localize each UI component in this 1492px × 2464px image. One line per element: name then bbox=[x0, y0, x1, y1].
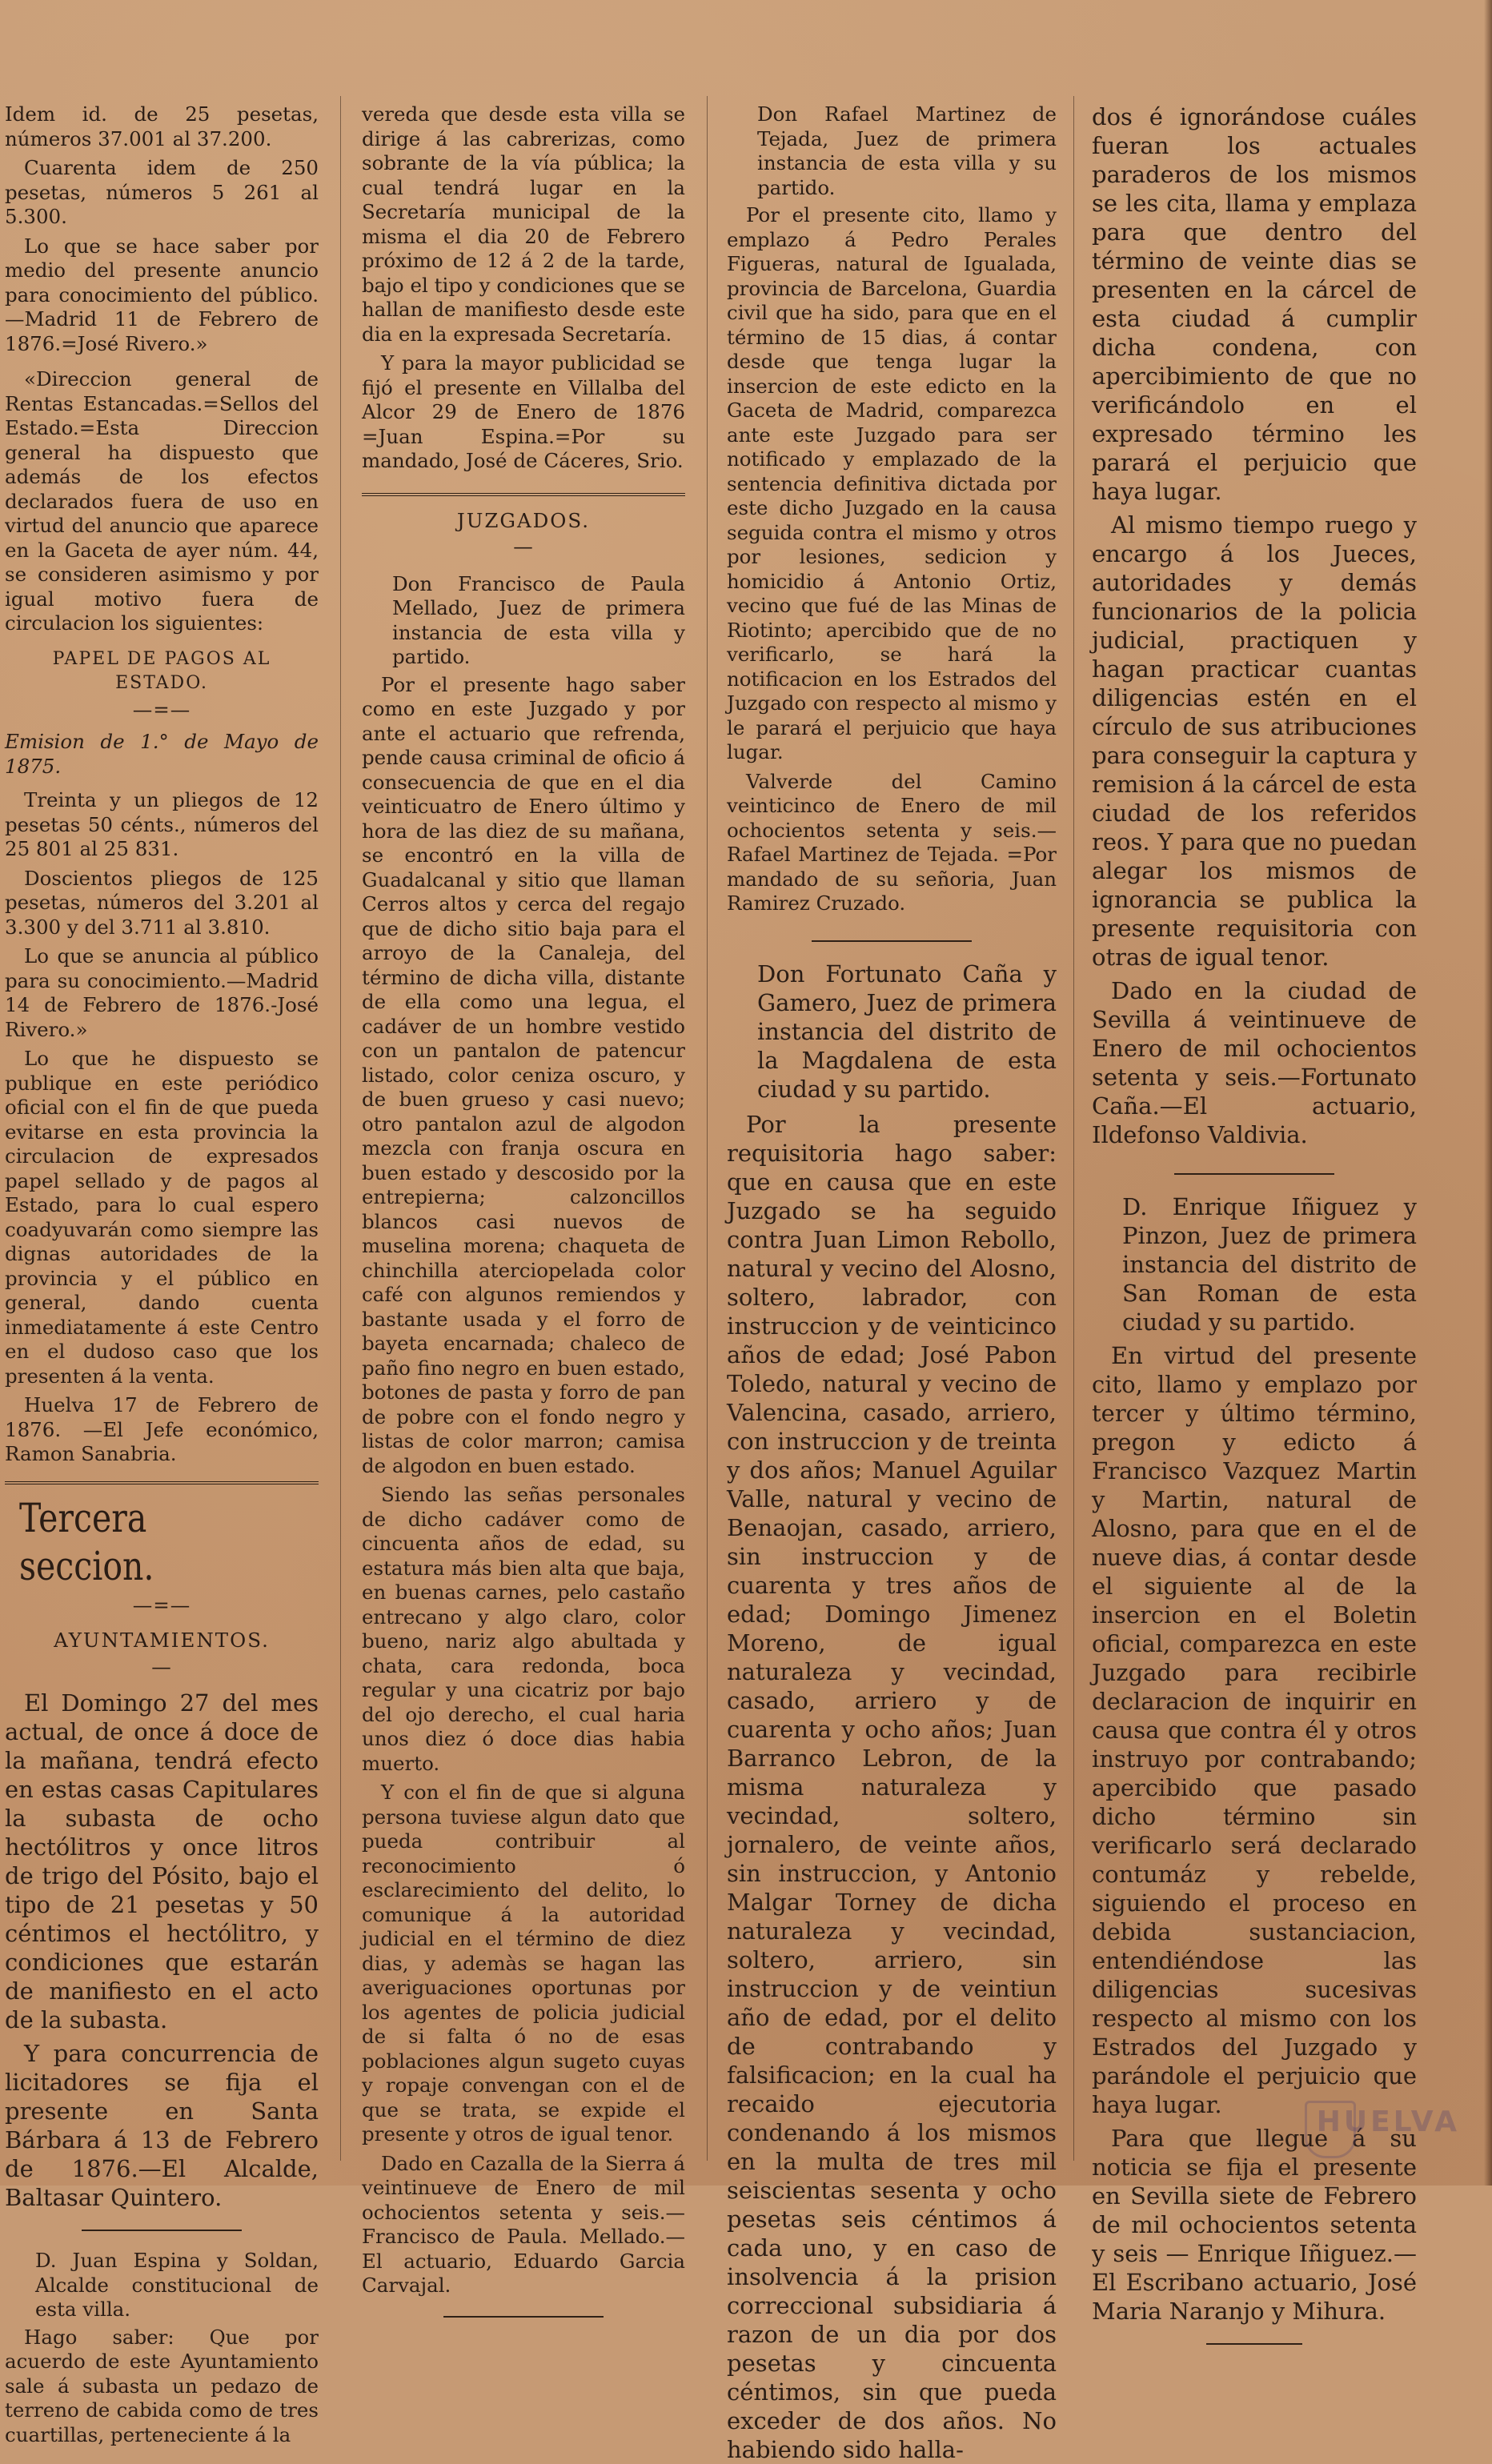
paragraph: Lo que he dispuesto se publique en este periódico oficial con el fin de que pueda evitarse en esta provincia la circulacion de expresados papel sellado y de pagos al Estado, para lo cual espero coadyuvarán como siempre las dignas autoridades de la provincia y el público en general, dando cuenta inmediatamente á este Centro en el dudoso caso que los presenten á la venta. bbox=[5, 1047, 319, 1388]
paragraph: Treinta y un pliegos de 12 pesetas 50 cénts., números del 25 801 al 25 831. bbox=[5, 788, 319, 860]
paragraph: Idem id. de 25 pesetas, números 37.001 al 37.200. bbox=[5, 102, 319, 150]
paragraph: «Direccion general de Rentas Estancadas.=Sellos del Estado.=Esta Direccion general ha dispuesto que además de los efectos declarados fuera de uso en virtud del anuncio que aparece en la Gaceta de ayer núm. 44, se consideren asimismo y por igual motivo fuera de circulacion los siguientes: bbox=[5, 367, 319, 635]
paragraph: Por la presente requisitoria hago saber: que en causa que en este Juzgado se ha seguido contra Juan Limon Rebollo, natural y vecino del Alosno, soltero, labrador, con instruccion y de veinticinco años de edad; José Pabon Toledo, natural y vecino de Valencina, casado, arriero, con instruccion y de treinta y dos años; Manuel Aguilar Valle, natural y vecino de Benaojan, casado, arriero, sin instruccion y de cuarenta y tres años de edad; Domingo Jimenez Moreno, de igual naturaleza y vecindad, casado, arriero y de cuarenta y ocho años; Juan Barranco Lebron, de la misma naturaleza y vecindad, soltero, jornalero, de veinte años, sin instruccion, y Antonio Malgar Torney de dicha naturaleza y vecindad, soltero, arriero, sin instruccion y de veintiun año de edad, por el delito de contrabando y falsificacion; en la cual ha recaido ejecutoria condenando á los mismos en la multa de tres mil seiscientas sesenta y ocho pesetas seis céntimos á cada uno, y en caso de insolvencia á la prision correccional subsidiaria á razon de un dia por dos pesetas y cincuenta céntimos, sin que pueda exceder de dos años. No habiendo sido halla- bbox=[727, 1110, 1057, 2463]
notice-heading: Don Rafael Martinez de Tejada, Juez de primera instancia de esta villa y su partido. bbox=[757, 102, 1057, 199]
section-heading-papel: PAPEL DE PAGOS AL ESTADO. bbox=[52, 648, 271, 693]
section-title-tercera: Tercera seccion. bbox=[19, 1494, 154, 1589]
paragraph: Por el presente cito, llamo y emplazo á Pedro Perales Figueras, natural de Igualada, provincia de Barcelona, Guardia civil que ha sido, para que en el término de 15 dias, á contar desde que tenga lugar la insercion de este edicto en la Gaceta de Madrid, comparezca ante este Juzgado para ser notificado y emplazado de la sentencia definitiva dictada por este dicho Juzgado en la causa seguida contra el mismo y otros por lesiones, sedicion y homicidio á Antonio Ortiz, vecino que fué de las Minas de Riotinto; apercibido que de no verificarlo, se hará la notificacion en los Estrados del Juzgado con respecto al mismo y le parará el perjuicio que haya lugar. bbox=[727, 203, 1057, 763]
paragraph: Hago saber: Que por acuerdo de este Ayuntamiento sale á subasta un pedazo de terreno de cabida como de tres cuartillas, perteneciente á la bbox=[5, 2325, 319, 2446]
column-divider bbox=[707, 96, 708, 2161]
paragraph: vereda que desde esta villa se dirige á las cabrerizas, como sobrante de la vía pública; la cual tendrá lugar en la Secretaría municipal de la misma el dia 20 de Febrero próximo de 12 á 2 de la tarde, bajo el tipo y condiciones que se hallan de manifiesto desde este dia en la expresada Secretaría. bbox=[362, 102, 685, 346]
page-edge-shadow bbox=[1484, 0, 1492, 2186]
section-heading-ayuntamientos: AYUNTAMIENTOS. bbox=[54, 1629, 270, 1652]
paragraph: Por el presente hago saber como en este Juzgado y por ante el actuario que refrenda, pende causa criminal de oficio á consecuencia de que en el dia veinticuatro de Enero último y hora de las diez de su mañana, se encontró en la villa de Guadalcanal y sitio que llaman Cerros altos y cerca del regajo que de dicho sitio baja para el arroyo de la Canaleja, del término de dicha villa, distante de ella como una legua, el cadáver de un hombre vestido con un pantalon de patencur listado, color ceniza oscuro, y de buen grueso y casi nuevo; otro pantalon azul de algodon mezcla con franja oscura en buen estado y descosido por la entrepierna; calzoncillos blancos casi nuevos de muselina morena; chaqueta de chinchilla aterciopelada color café con algunos remiendos y bastante usada y el forro de bayeta encarnada; chaleco de paño fino negro en buen estado, botones de pasta y forro de pan de pobre con el fondo negro y listas de color marron; camisa de algodon en buen estado. bbox=[362, 672, 685, 1477]
section-heading-juzgados: JUZGADOS. bbox=[456, 508, 591, 532]
column-2 bbox=[362, 102, 685, 2297]
section-rule bbox=[5, 1481, 319, 1484]
emision-line: Emision de 1.° de Mayo de 1875. bbox=[5, 730, 319, 778]
archive-stamp: HUELVA bbox=[1316, 2105, 1460, 2138]
paragraph: Lo que se anuncia al público para su conocimiento.—Madrid 14 de Febrero de 1876.-José Rivero.» bbox=[5, 944, 319, 1041]
signature: Para que llegue á su noticia se fija el presente en Sevilla siete de Febrero de mil ochocientos setenta y seis — Enrique Iñiguez.—El Escribano actuario, José Maria Naranjo y Mihura. bbox=[1092, 2125, 1417, 2325]
paragraph: Siendo las señas personales de dicho cadáver como de cincuenta años de edad, su estatura más bien alta que baja, en buenas carnes, pelo castaño entrecano y algo claro, color bueno, nariz algo abultada y chata, cara redonda, boca regular y una cicatriz por bajo del ojo derecho, el cual haria unos diez ó doce dias habia muerto. bbox=[362, 1483, 685, 1775]
signature: Huelva 17 de Febrero de 1876. —El Jefe económico, Ramon Sanabria. bbox=[5, 1393, 319, 1465]
paragraph: En virtud del presente cito, llamo y emplazo por tercer y último término, pregon y edicto á Francisco Vazquez Martin y Martin, natural de Alosno, para que en el de nueve dias, á contar desde el siguiente al de la insercion en el Boletin oficial, comparezca en este Juzgado para recibirle declaracion de inquirir en causa que contra él y otros instruyo por contrabando; apercibido que pasado dicho término sin verificarlo será declarado contumáz y rebelde, siguiendo el proceso en debida sustanciacion, entendiéndose las diligencias sucesivas respecto al mismo con los Estrados del Juzgado y parándole el perjuicio que haya lugar. bbox=[1092, 1342, 1417, 2118]
short-rule bbox=[812, 940, 972, 942]
paragraph: El Domingo 27 del mes actual, de once á doce de la mañana, tendrá efecto en estas casas Capitulares la subasta de ocho hectólitros y once litros de trigo del Pósito, bajo el tipo de 21 pesetas y 50 céntimos el hectólitro, y condiciones que estarán de manifiesto en el acto de la subasta. bbox=[5, 1689, 319, 2033]
paragraph: Y para la mayor publicidad se fijó el presente en Villalba del Alcor 29 de Enero de 1876 =Juan Espina.=Por su mandado, José de Cáceres, Srio. bbox=[362, 351, 685, 472]
signature: Dado en Cazalla de la Sierra á veintinueve de Enero de mil ochocientos setenta y seis.—Francisco de Paula. Mellado.—El actuario, Eduardo Garcia Carvajal. bbox=[362, 2151, 685, 2297]
paragraph: Doscientos pliegos de 125 pesetas, números del 3.201 al 3.300 y del 3.711 al 3.810. bbox=[5, 866, 319, 939]
separator: —=— bbox=[132, 697, 191, 721]
separator: —=— bbox=[132, 1593, 191, 1617]
notice-heading: Don Fortunato Caña y Gamero, Juez de primera instancia del distrito de la Magdalena de esta ciudad y su partido. bbox=[757, 960, 1057, 1103]
notice-heading: Don Francisco de Paula Mellado, Juez de primera instancia de esta villa y partido. bbox=[392, 571, 685, 668]
short-rule bbox=[82, 2230, 242, 2231]
paragraph: dos é ignorándose cuáles fueran los actuales paraderos de los mismos se les cita, llama y emplaza para que dentro del término de veinte dias se presenten en la cárcel de esta ciudad á cumplir dicha condena, con apercibimiento de que no verificándolo en el expresado término les parará el perjuicio que haya lugar. bbox=[1092, 103, 1417, 505]
notice-heading: D. Juan Espina y Soldan, Alcalde constitucional de esta villa. bbox=[35, 2249, 319, 2321]
separator: — bbox=[513, 535, 534, 558]
paragraph: Al mismo tiempo ruego y encargo á los Jueces, autoridades y demás funcionarios de la policia judicial, practiquen y hagan practicar cuantas diligencias estén en el círculo de sus atribuciones para conseguir la captura y remision á la cárcel de esta ciudad de los referidos reos. Y para que no puedan alegar los mismos de ignorancia se publica la presente requisitoria con otras de igual tenor. bbox=[1092, 511, 1417, 971]
separator: — bbox=[151, 1654, 172, 1678]
paragraph: Lo que se hace saber por medio del presente anuncio para conocimiento del público.—Madrid 11 de Febrero de 1876.=José Rivero.» bbox=[5, 234, 319, 355]
column-divider bbox=[340, 96, 341, 2161]
notice-heading: D. Enrique Iñiguez y Pinzon, Juez de primera instancia del distrito de San Roman de esta ciudad y su partido. bbox=[1122, 1193, 1417, 1336]
paragraph: Cuarenta idem de 250 pesetas, números 5 261 al 5.300. bbox=[5, 156, 319, 228]
paragraph: Y para concurrencia de licitadores se fija el presente en Santa Bárbara á 13 de Febrero de 1876.—El Alcalde, Baltasar Quintero. bbox=[5, 2040, 319, 2211]
column-divider bbox=[1073, 96, 1074, 2161]
signature: Dado en la ciudad de Sevilla á veintinueve de Enero de mil ochocientos setenta y seis.—Fortunato Caña.—El actuario, Ildefonso Valdivia. bbox=[1092, 977, 1417, 1148]
column-4 bbox=[1092, 102, 1417, 2325]
section-rule bbox=[362, 493, 685, 496]
column-1 bbox=[5, 102, 319, 2446]
paragraph: Y con el fin de que si alguna persona tuviese algun dato que pueda contribuir al reconocimiento ó esclarecimiento del delito, lo comunique á la autoridad judicial en el término de diez dias, y ademàs se hagan las averiguaciones oportunas por los agentes de policia judicial de si falta ó no de esas poblaciones algun sugeto cuyas y ropaje convengan con el de que se trata, se expide el presente y otros de igual tenor. bbox=[362, 1781, 685, 2145]
short-rule bbox=[443, 2316, 604, 2318]
column-3 bbox=[727, 102, 1057, 2463]
short-rule bbox=[1174, 1173, 1334, 1175]
signature: Valverde del Camino veinticinco de Enero de mil ochocientos setenta y seis.—Rafael Martinez de Tejada. =Por mandado de su señoria, Juan Ramirez Cruzado. bbox=[727, 769, 1057, 915]
short-rule bbox=[1206, 2343, 1302, 2345]
